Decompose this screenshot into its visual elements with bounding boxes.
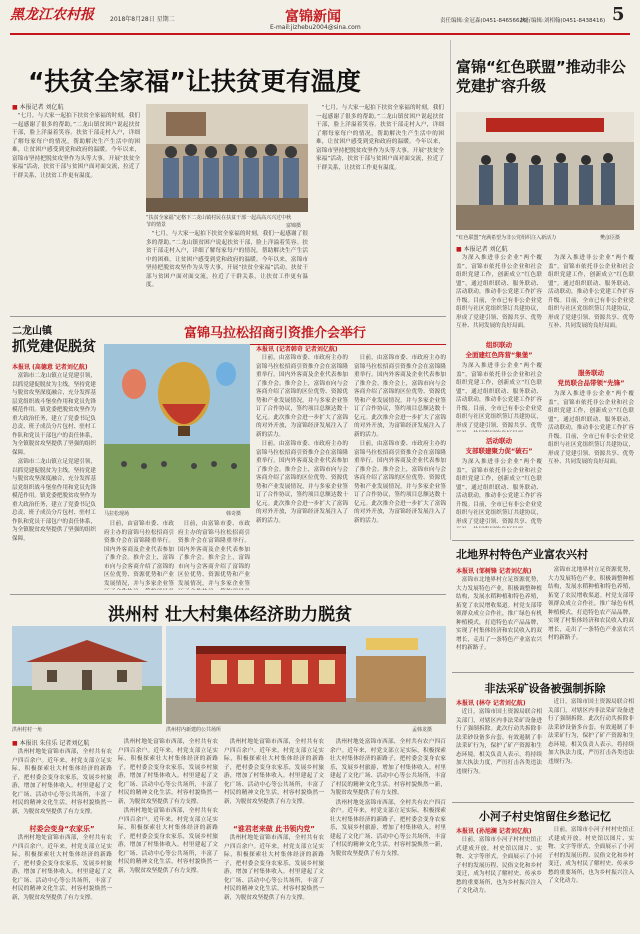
malatuo-caption: 马拉松现场	[104, 511, 130, 517]
honghe-sub2: “谁君老来做 此书领内党”	[233, 825, 315, 833]
malatuo-body-col3: 日前，由富锦市委、市政府主办的富锦马拉松招商引资推介会在富锦隆重举行。国内外客商及企业代表参加了推介会。推介会上，富锦市向与会客商介绍了富锦的区位优势、资源优势和产业发展情况，并与多家企业签订了合作协议，签约项目总额达数十亿元。此次推介会进一步扩大了富锦的对外开放，为富锦经济发展注入了新的活力。 日前，由富锦市委、市政府主办的富锦马拉松招商引资推介会在富锦隆重举行。国内外客商及企业代表参加了推介会。推介会上，富锦市向与会客商介绍了富锦的区位优势、资源优势和产业发展情况，并与多家企业签订了合作协议，签约项目总额达数十亿元。此次推介会进一步扩大了富锦的对外开放，为富锦经济发展注入了新的活力。	[256, 355, 348, 524]
right-sub1-label: 组织联动	[486, 341, 512, 349]
lead-photo-credit: 富锦摄	[286, 223, 302, 229]
museum-byline: 本报讯 (孙旭澜 记者刘亿航)	[456, 828, 532, 835]
malatuo-body-col4: 日前，由富锦市委、市政府主办的富锦马拉松招商引资推介会在富锦隆重举行。国内外客商及企业代表参加了推介会。推介会上，富锦市向与会客商介绍了富锦的区位优势、资源优势和产业发展情况，并与多家企业签订了合作协议，签约项目总额达数十亿元。此次推介会进一步扩大了富锦的对外开放，为富锦经济发展注入了新的活力。 日前，由富锦市委、市政府主办的富锦马拉松招商引资推介会在富锦隆重举行。国内外客商及企业代表参加了推介会。推介会上，富锦市向与会客商介绍了富锦的区位优势、资源优势和产业发展情况，并与多家企业签订了合作协议，签约项目总额达数十亿元。此次推介会进一步扩大了富锦的对外开放，为富锦经济发展注入了新的活力。	[354, 355, 446, 524]
family-photo-image	[146, 104, 308, 212]
right-sub2-title: 党员联合品带领“先锋”	[557, 379, 625, 387]
masthead-editor: 责任编辑:金冠森(0451-84656626)	[440, 18, 529, 24]
masthead-proof: 执行编辑:刘相翰(0451-8438416)	[520, 18, 606, 24]
right-photo-credit: 樊彦臣摄	[600, 235, 621, 241]
masthead-logo: 黑龙江农村报	[10, 7, 94, 23]
village-photo-image	[12, 626, 162, 724]
header-rule	[10, 33, 630, 35]
right-headline: 富锦“红色联盟”推动非公党建扩容升级	[456, 58, 626, 95]
museum-top-rule	[452, 802, 634, 803]
right-body-col2: 为深入推进非公企业“两个覆盖”，富锦市依托非公企业和社会组织党建工作，创新成立“红色联盟”，通过组织联动、服务联动、活动联动，推动非公党建工作扩容升级。目前，全市已有非公企业党组织与社区党组织签订共建协议，形成了党建引领、资源共享、优势互补、共同发展的良好局面。	[548, 255, 634, 329]
right-byline: ■ 本报记者 刘亿航	[456, 246, 508, 253]
column-divider	[450, 40, 451, 540]
lead-body-col3: “七月，与大家一起拍下扶贫全家福的时刻，我们一起感谢了很多的帮助。”二龙山镇贫困户说起扶贫干部，脸上洋溢着笑容。扶贫干部走村入户，详细了解每家每户的情况，帮助解决生产生活中的困难，让贫困户感受到党和政府的温暖。今年以来，富锦市坚持把脱贫攻坚作为头等大事，开展“扶贫全家福”活动，扶贫干部与贫困户面对面交流，拉近了干群关系，让扶贫工作更有温度。	[316, 105, 444, 171]
lead-body-col2: “七月，与大家一起拍下扶贫全家福的时刻，我们一起感谢了很多的帮助。”二龙山镇贫困户说起扶贫干部，脸上洋溢着笑容。扶贫干部走村入户，详细了解每家每户的情况，帮助解决生产生活中的困难，让贫困户感受到党和政府的温暖。今年以来，富锦市坚持把脱贫攻坚作为头等大事，开展“扶贫全家福”活动，扶贫干部与贫困户面对面交流，拉近了干群关系，让扶贫工作更有温度。	[146, 231, 308, 288]
page-number: 5	[612, 4, 625, 25]
museum-body-col2: 日前，富锦市小河子村村史馆正式建成开放。村史馆以图片、实物、文字等形式，全面展示了小河子村的发展历程、民俗文化和乡村变迁，成为村民了解村史、传承乡愁的重要场所，也为乡村振兴注入了文化动力。	[548, 827, 634, 884]
erlongshan-kicker: 二龙山镇	[12, 326, 52, 337]
right-sub2-label: 服务联动	[578, 369, 604, 377]
beidi-body-col2: 富锦市北地界村立足资源优势，大力发展特色产业，积极调整种植结构，发展水稻种植和特色养殖，拓宽了农民增收渠道。村党支部带领群众成立合作社，推广绿色有机种植模式，打造特色农产品品牌，实现了村集体经济和农民收入的双增长，走出了一条特色产业富农兴村的新路子。	[548, 567, 634, 641]
right-body-col2b: 为深入推进非公企业“两个覆盖”，富锦市依托非公企业和社会组织党建工作，创新成立“红色联盟”，通过组织联动、服务联动、活动联动，推动非公党建工作扩容升级。目前，全市已有非公企业党组织与社区党组织签订共建协议，形成了党建引领、资源共享、优势互补、共同发展的良好局面。	[548, 391, 634, 465]
beidi-top-rule	[452, 540, 634, 541]
lead-photo-caption: “扶贫全家福”定格下二龙山镇村民在扶贫干部一起高高兴兴过中秋节的情景	[146, 215, 292, 228]
honghe-body-col1b: 洪州村地处富锦市西部，全村共有农户四百余户。近年来，村党支部立足实际，积极探索壮大村集体经济的新路子，把村委会变身农家乐，发展乡村旅游，增加了村集体收入。村里建起了文化广场、活动中心等公共场所，丰富了村民的精神文化生活，村容村貌焕然一新，为脱贫攻坚提供了有力支撑。	[12, 835, 112, 901]
public-building-photo-image	[166, 626, 446, 724]
honghe-photo2-caption: 洪州村内新建的公共场所	[166, 727, 222, 733]
illegal-body-col2: 近日，富锦市国土资源局联合相关部门，对辖区内非法采矿设备进行了强制拆除。此次行动共拆除非法采砂设备多台套，有效遏制了非法采矿行为，保护了矿产资源和生态环境。相关负责人表示，将持续加大执法力度，严厉打击各类违法违规行为。	[548, 699, 634, 765]
right-sub1-title: 全面建红色阵营“集堡”	[465, 351, 533, 359]
malatuo-headline: 富锦马拉松招商引资推介会举行	[104, 322, 446, 345]
honghe-body-col4: 洪州村地处富锦市西部，全村共有农户四百余户。近年来，村党支部立足实际，积极探索壮大村集体经济的新路子，把村委会变身农家乐，发展乡村旅游，增加了村集体收入。村里建起了文化广场、活动中心等公共场所，丰富了村民的精神文化生活，村容村貌焕然一新，为脱贫攻坚提供了有力支撑。 洪州村地处富锦市西部，全村共有农户四百余户。近年来，村党支部立足实际，积极探索壮大村集体经济的新路子，把村委会变身农家乐，发展乡村旅游，增加了村集体收入。村里建起了文化广场、活动中心等公共场所，丰富了村民的精神文化生活，村容村貌焕然一新，为脱贫攻坚提供了有力支撑。	[330, 739, 446, 857]
honghe-body-col2: 洪州村地处富锦市西部，全村共有农户四百余户。近年来，村党支部立足实际，积极探索壮大村集体经济的新路子，把村委会变身农家乐，发展乡村旅游，增加了村集体收入。村里建起了文化广场、活动中心等公共场所，丰富了村民的精神文化生活，村容村貌焕然一新，为脱贫攻坚提供了有力支撑。 洪州村地处富锦市西部，全村共有农户四百余户。近年来，村党支部立足实际，积极探索壮大村集体经济的新路子，把村委会变身农家乐，发展乡村旅游，增加了村集体收入。村里建起了文化广场、活动中心等公共场所，丰富了村民的精神文化生活，村容村貌焕然一新，为脱贫攻坚提供了有力支撑。	[118, 739, 218, 874]
right-photo	[456, 112, 634, 230]
lead-body-col1: “七月，与大家一起拍下扶贫全家福的时刻，我们一起感谢了很多的帮助。”二龙山镇贫困户说起扶贫干部，脸上洋溢着笑容。扶贫干部走村入户，详细了解每家每户的情况，帮助解决生产生活中的困难，让贫困户感受到党和政府的温暖。今年以来，富锦市坚持把脱贫攻坚作为头等大事，开展“扶贫全家福”活动，扶贫干部与贫困户面对面交流，拉近了干群关系，让扶贫工作更有温度。	[12, 113, 140, 179]
beidi-byline: 本报讯 (邹树锋 记者刘亿航)	[456, 568, 532, 575]
right-sub3-label: 活动联动	[486, 437, 512, 445]
lead-byline: ■ 本报记者 刘亿航	[12, 104, 64, 111]
honghe-top-rule	[10, 594, 446, 595]
section-title: 富锦新闻	[285, 9, 341, 25]
illegal-top-rule	[452, 672, 634, 673]
lead-photo	[146, 104, 308, 212]
red-alliance-photo-image	[456, 112, 634, 230]
museum-headline: 小河子村史馆留住乡愁记忆	[479, 810, 611, 823]
erlongshan-byline: 本报讯 (高德意 记者刘亿航)	[12, 364, 88, 371]
honghe-body-col1: 洪州村地处富锦市西部，全村共有农户四百余户。近年来，村党支部立足实际，积极探索壮大村集体经济的新路子，把村委会变身农家乐，发展乡村旅游，增加了村集体收入。村里建起了文化广场、活动中心等公共场所，丰富了村民的精神文化生活，村容村貌焕然一新，为脱贫攻坚提供了有力支撑。	[12, 749, 112, 815]
erlongshan-headline: 抓党建促脱贫	[12, 339, 96, 355]
malatuo-byline: 本报讯 (记者韩奇 记者刘亿航)	[256, 346, 338, 353]
illegal-body-col1: 近日，富锦市国土资源局联合相关部门，对辖区内非法采矿设备进行了强制拆除。此次行动共拆除非法采砂设备多台套，有效遏制了非法采矿行为，保护了矿产资源和生态环境。相关负责人表示，将持续加大执法力度，严厉打击各类违法违规行为。	[456, 709, 542, 775]
malatuo-credit: 韩奇摄	[226, 511, 242, 517]
honghe-sub1: 村委会变身“农家乐”	[29, 825, 95, 833]
right-sub3-title: 支部联建聚力促“破石”	[465, 447, 533, 455]
beidi-body-col1: 富锦市北地界村立足资源优势，大力发展特色产业，积极调整种植结构，发展水稻种植和特色养殖，拓宽了农民增收渠道。村党支部带领群众成立合作社，推广绿色有机种植模式，打造特色农产品品牌，实现了村集体经济和农民收入的双增长，走出了一条特色产业富农兴村的新路子。	[456, 577, 542, 651]
honghe-body-col3b: 洪州村地处富锦市西部，全村共有农户四百余户。近年来，村党支部立足实际，积极探索壮大村集体经济的新路子，把村委会变身农家乐，发展乡村旅游，增加了村集体收入。村里建起了文化广场、活动中心等公共场所，丰富了村民的精神文化生活，村容村貌焕然一新，为脱贫攻坚提供了有力支撑。	[224, 835, 324, 901]
malatuo-photo	[104, 344, 250, 508]
honghe-photo2-credit: 孟韩龙摄	[412, 727, 433, 733]
honghe-body-col3: 洪州村地处富锦市西部，全村共有农户四百余户。近年来，村党支部立足实际，积极探索壮大村集体经济的新路子，把村委会变身农家乐，发展乡村旅游，增加了村集体收入。村里建起了文化广场、活动中心等公共场所，丰富了村民的精神文化生活，村容村貌焕然一新，为脱贫攻坚提供了有力支撑。	[224, 739, 324, 805]
lead-bottom-rule	[10, 316, 446, 317]
honghe-photo2	[166, 626, 446, 724]
masthead-email: E-mail:jizhebu2004@sina.com	[270, 24, 361, 31]
honghe-photo1-caption: 洪州村村一角	[12, 727, 43, 733]
honghe-photo1	[12, 626, 162, 724]
lead-headline: “扶贫全家福”让扶贫更有温度	[28, 67, 361, 96]
right-body-col1c: 为深入推进非公企业“两个覆盖”，富锦市依托非公企业和社会组织党建工作，创新成立“红色联盟”，通过组织联动、服务联动、活动联动，推动非公党建工作扩容升级。目前，全市已有非公企业党组织与社区党组织签订共建协议，形成了党建引领、资源共享、优势	[456, 459, 542, 525]
marathon-balloon-photo-image	[104, 344, 250, 508]
illegal-byline: 本报讯 (林夺 记者刘亿航)	[456, 700, 526, 707]
right-body-col1b: 为深入推进非公企业“两个覆盖”，富锦市依托非公企业和社会组织党建工作，创新成立“红色联盟”，通过组织联动、服务联动、活动联动，推动非公党建工作扩容升级。目前，全市已有非公企业党组织与社区党组织签订共建协议，形成了党建引领、资源共享、优势	[456, 363, 542, 429]
right-body-col1: 为深入推进非公企业“两个覆盖”，富锦市依托非公企业和社会组织党建工作，创新成立“红色联盟”，通过组织联动、服务联动、活动联动，推动非公党建工作扩容升级。目前，全市已有非公企业党组织与社区党组织签订共建协议，形成了党建引领、资源共享、优势互补、共同发展的良好局面。	[456, 255, 542, 329]
malatuo-body-col1: 日前，由富锦市委、市政府主办的富锦马拉松招商引资推介会在富锦隆重举行。国内外客商及企业代表参加了推介会。推介会上，富锦市向与会客商介绍了富锦的区位优势、资源优势和产业发展情况，并与多家企业签	[104, 521, 174, 587]
honghe-headline: 洪州村 壮大村集体经济助力脱贫	[108, 605, 352, 625]
malatuo-body-col2: 日前，由富锦市委、市政府主办的富锦马拉松招商引资推介会在富锦隆重举行。国内外客商及企业代表参加了推介会。推介会上，富锦市向与会客商介绍了富锦的区位优势、资源优势和产业发展情况，并与多家企业签	[178, 521, 250, 587]
museum-body-col1: 日前，富锦市小河子村村史馆正式建成开放。村史馆以图片、实物、文字等形式，全面展示了小河子村的发展历程、民俗文化和乡村变迁，成为村民了解村史、传承乡愁的重要场所，也为乡村振兴注入了文化动力。	[456, 837, 542, 894]
erlongshan-body: 富锦市二龙山镇立足党建引领，以抓党建促脱贫为主线，坚持党建与脱贫攻坚深度融合，充分发挥基层党组织战斗堡垒作用和党员先锋模范作用。镇党委把脱贫攻坚作为重大政治任务，建立了党委书记负总责、班子成员分片包村、驻村工作队和党员干部包户的责任体系，为全镇脱贫攻坚提供了坚强的组织保障。 富锦市二龙山镇立足党建引领，以抓党建促脱贫为主线，坚持党建与脱贫攻坚深度融合，充分发挥基层党组织战斗堡垒作用和党员先锋模范作用。镇党委把脱贫攻坚作为重大政治任务，建立了党委书记负总责、班子成员分片包村、驻村工作队和党员干部包户的责任体系，为全镇脱贫攻坚提供了坚强的组织保障。	[12, 373, 96, 542]
right-photo-caption: “红色联盟”充满希望为非公党组织注入新活力	[456, 235, 557, 241]
honghe-byline: ■ 本报讯 朱佳乐 记者刘亿航	[12, 740, 90, 747]
beidi-headline: 北地界村特色产业富农兴村	[456, 548, 588, 561]
illegal-headline: 非法采矿设备被强制拆除	[484, 682, 606, 695]
masthead-date: 2018年8月28日 星期二	[110, 16, 175, 23]
